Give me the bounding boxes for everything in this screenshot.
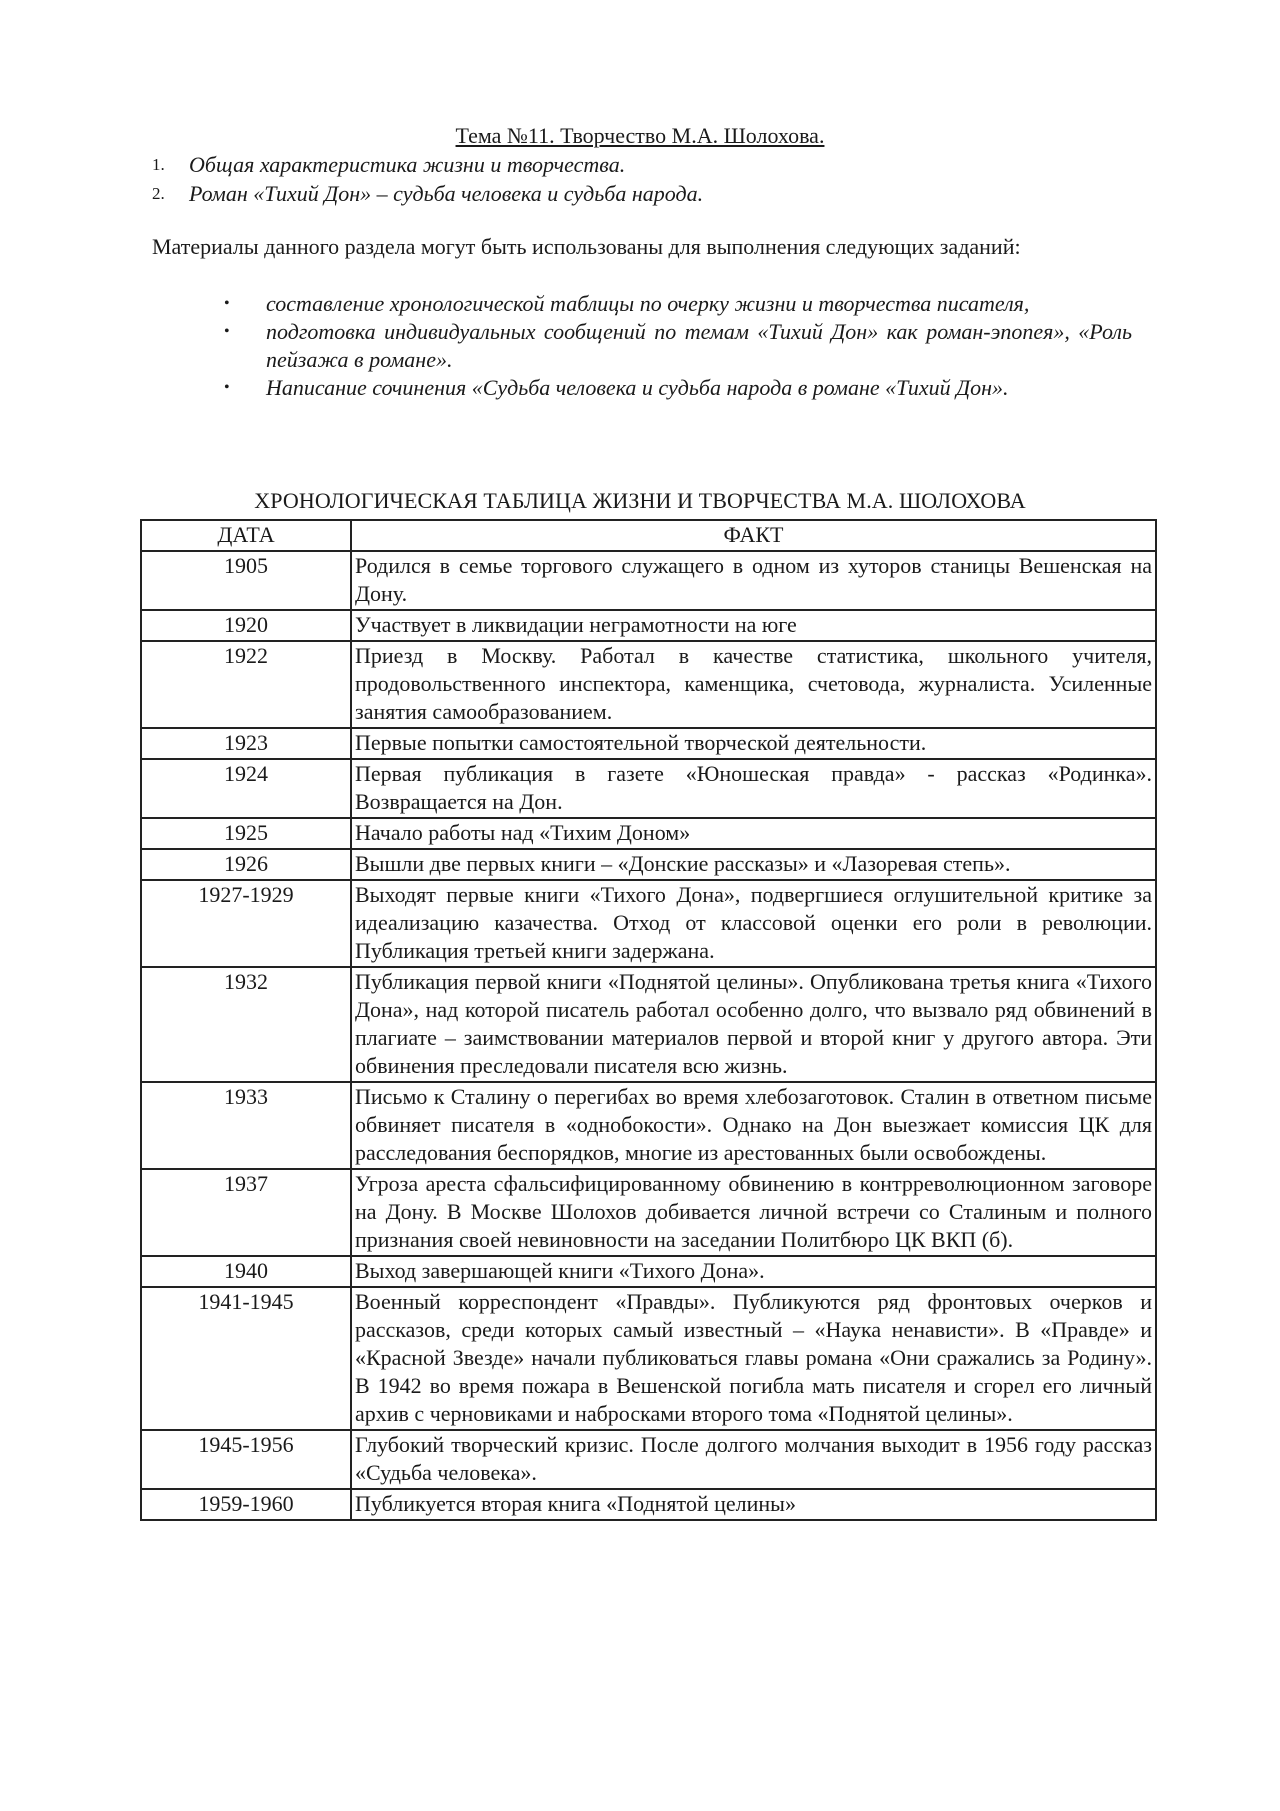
topic-text: Роман «Тихий Дон» – судьба человека и судьба народа. [189, 181, 704, 206]
fact-cell: Военный корреспондент «Правды». Публикуются ряд фронтовых очерков и рассказов, среди которых самый известный – «Наука ненависти». В «Правде» и «Красной Звезде» начали публиковаться главы романа «Они сражались за Родину». В 1942 во время пожара в Вешенской погибла мать писателя и сгорел его личный архив с черновиками и набросками второго тома «Поднятой целины». [351, 1287, 1156, 1430]
intro-paragraph: Материалы данного раздела могут быть использованы для выполнения следующих заданий: [152, 234, 1021, 259]
fact-cell: Публикуется вторая книга «Поднятой целины» [351, 1489, 1156, 1520]
table-row [141, 1430, 1156, 1489]
table-row [141, 967, 1156, 1082]
table-row [141, 759, 1156, 818]
table-row [141, 880, 1156, 967]
topic-item [152, 179, 1132, 208]
table-row [141, 641, 1156, 728]
topic-item [152, 150, 1132, 179]
fact-cell: Приезд в Москву. Работал в качестве статистика, школьного учителя, продовольственного инспектора, каменщика, счетовода, журналиста. Усиленные занятия самообразованием. [351, 641, 1156, 728]
task-item [224, 318, 1132, 374]
bullet-icon: • [224, 295, 230, 312]
table-row [141, 1169, 1156, 1256]
fact-cell: Вышли две первых книги – «Донские рассказы» и «Лазоревая степь». [351, 849, 1156, 880]
page-title: Тема №11. Творчество М.А. Шолохова. [455, 123, 825, 148]
table-title: ХРОНОЛОГИЧЕСКАЯ ТАБЛИЦА ЖИЗНИ И ТВОРЧЕСТВА М.А. ШОЛОХОВА [254, 488, 1026, 513]
topic-text: Общая характеристика жизни и творчества. [189, 152, 626, 177]
chronology-table [140, 519, 1157, 1521]
table-row [141, 1256, 1156, 1287]
table-row [141, 849, 1156, 880]
fact-cell: Угроза ареста сфальсифицированному обвинению в контрреволюционном заговоре на Дону. В Москве Шолохов добивается личной встречи со Сталиным и полного признания своей невиновности на заседании Политбюро ЦК ВКП (б). [351, 1169, 1156, 1256]
date-cell: 1933 [141, 1082, 351, 1169]
date-cell: 1940 [141, 1256, 351, 1287]
fact-cell: Родился в семье торгового служащего в одном из хуторов станицы Вешенская на Дону. [351, 551, 1156, 610]
task-item [224, 374, 1132, 402]
fact-cell: Публикация первой книги «Поднятой целины». Опубликована третья книга «Тихого Дона», над которой писатель работал особенно долго, что вызвало ряд обвинений в плагиате – заимствовании материалов первой и второй книг у другого автора. Эти обвинения преследовали писателя всю жизнь. [351, 967, 1156, 1082]
table-row [141, 1082, 1156, 1169]
table-header-row [141, 520, 1156, 551]
date-cell: 1920 [141, 610, 351, 641]
topic-number: 2. [152, 184, 165, 203]
date-cell: 1937 [141, 1169, 351, 1256]
topic-number: 1. [152, 155, 165, 174]
fact-cell: Глубокий творческий кризис. После долгого молчания выходит в 1956 году рассказ «Судьба человека». [351, 1430, 1156, 1489]
fact-cell: Выходят первые книги «Тихого Дона», подвергшиеся оглушительной критике за идеализацию казачества. Отход от классовой оценки его роли в революции. Публикация третьей книги задержана. [351, 880, 1156, 967]
date-cell: 1959-1960 [141, 1489, 351, 1520]
date-cell: 1925 [141, 818, 351, 849]
date-cell: 1923 [141, 728, 351, 759]
table-row [141, 728, 1156, 759]
table-row [141, 1287, 1156, 1430]
date-cell: 1932 [141, 967, 351, 1082]
date-cell: 1945-1956 [141, 1430, 351, 1489]
date-cell: 1926 [141, 849, 351, 880]
date-cell: 1927-1929 [141, 880, 351, 967]
task-text: составление хронологической таблицы по очерку жизни и творчества писателя, [266, 291, 1030, 316]
date-cell: 1905 [141, 551, 351, 610]
column-header-fact: ФАКТ [351, 520, 1156, 551]
table-row [141, 1489, 1156, 1520]
task-list [224, 290, 1132, 402]
bullet-icon: • [224, 323, 230, 340]
fact-cell: Начало работы над «Тихим Доном» [351, 818, 1156, 849]
fact-cell: Первая публикация в газете «Юношеская правда» - рассказ «Родинка». Возвращается на Дон. [351, 759, 1156, 818]
date-cell: 1924 [141, 759, 351, 818]
table-row [141, 818, 1156, 849]
date-cell: 1941-1945 [141, 1287, 351, 1430]
task-item [224, 290, 1132, 318]
table-row [141, 610, 1156, 641]
fact-cell: Первые попытки самостоятельной творческой деятельности. [351, 728, 1156, 759]
task-text: подготовка индивидуальных сообщений по темам «Тихий Дон» как роман-эпопея», «Роль пейзажа в романе». [266, 319, 1132, 372]
table-row [141, 551, 1156, 610]
topic-list [152, 150, 1132, 208]
fact-cell: Письмо к Сталину о перегибах во время хлебозаготовок. Сталин в ответном письме обвиняет писателя в «однобокости». Однако на Дон выезжает комиссия ЦК для расследования беспорядков, многие из арестованных были освобождены. [351, 1082, 1156, 1169]
column-header-date: ДАТА [141, 520, 351, 551]
fact-cell: Участвует в ликвидации неграмотности на юге [351, 610, 1156, 641]
fact-cell: Выход завершающей книги «Тихого Дона». [351, 1256, 1156, 1287]
bullet-icon: • [224, 379, 230, 396]
date-cell: 1922 [141, 641, 351, 728]
task-text: Написание сочинения «Судьба человека и судьба народа в романе «Тихий Дон». [266, 375, 1009, 400]
